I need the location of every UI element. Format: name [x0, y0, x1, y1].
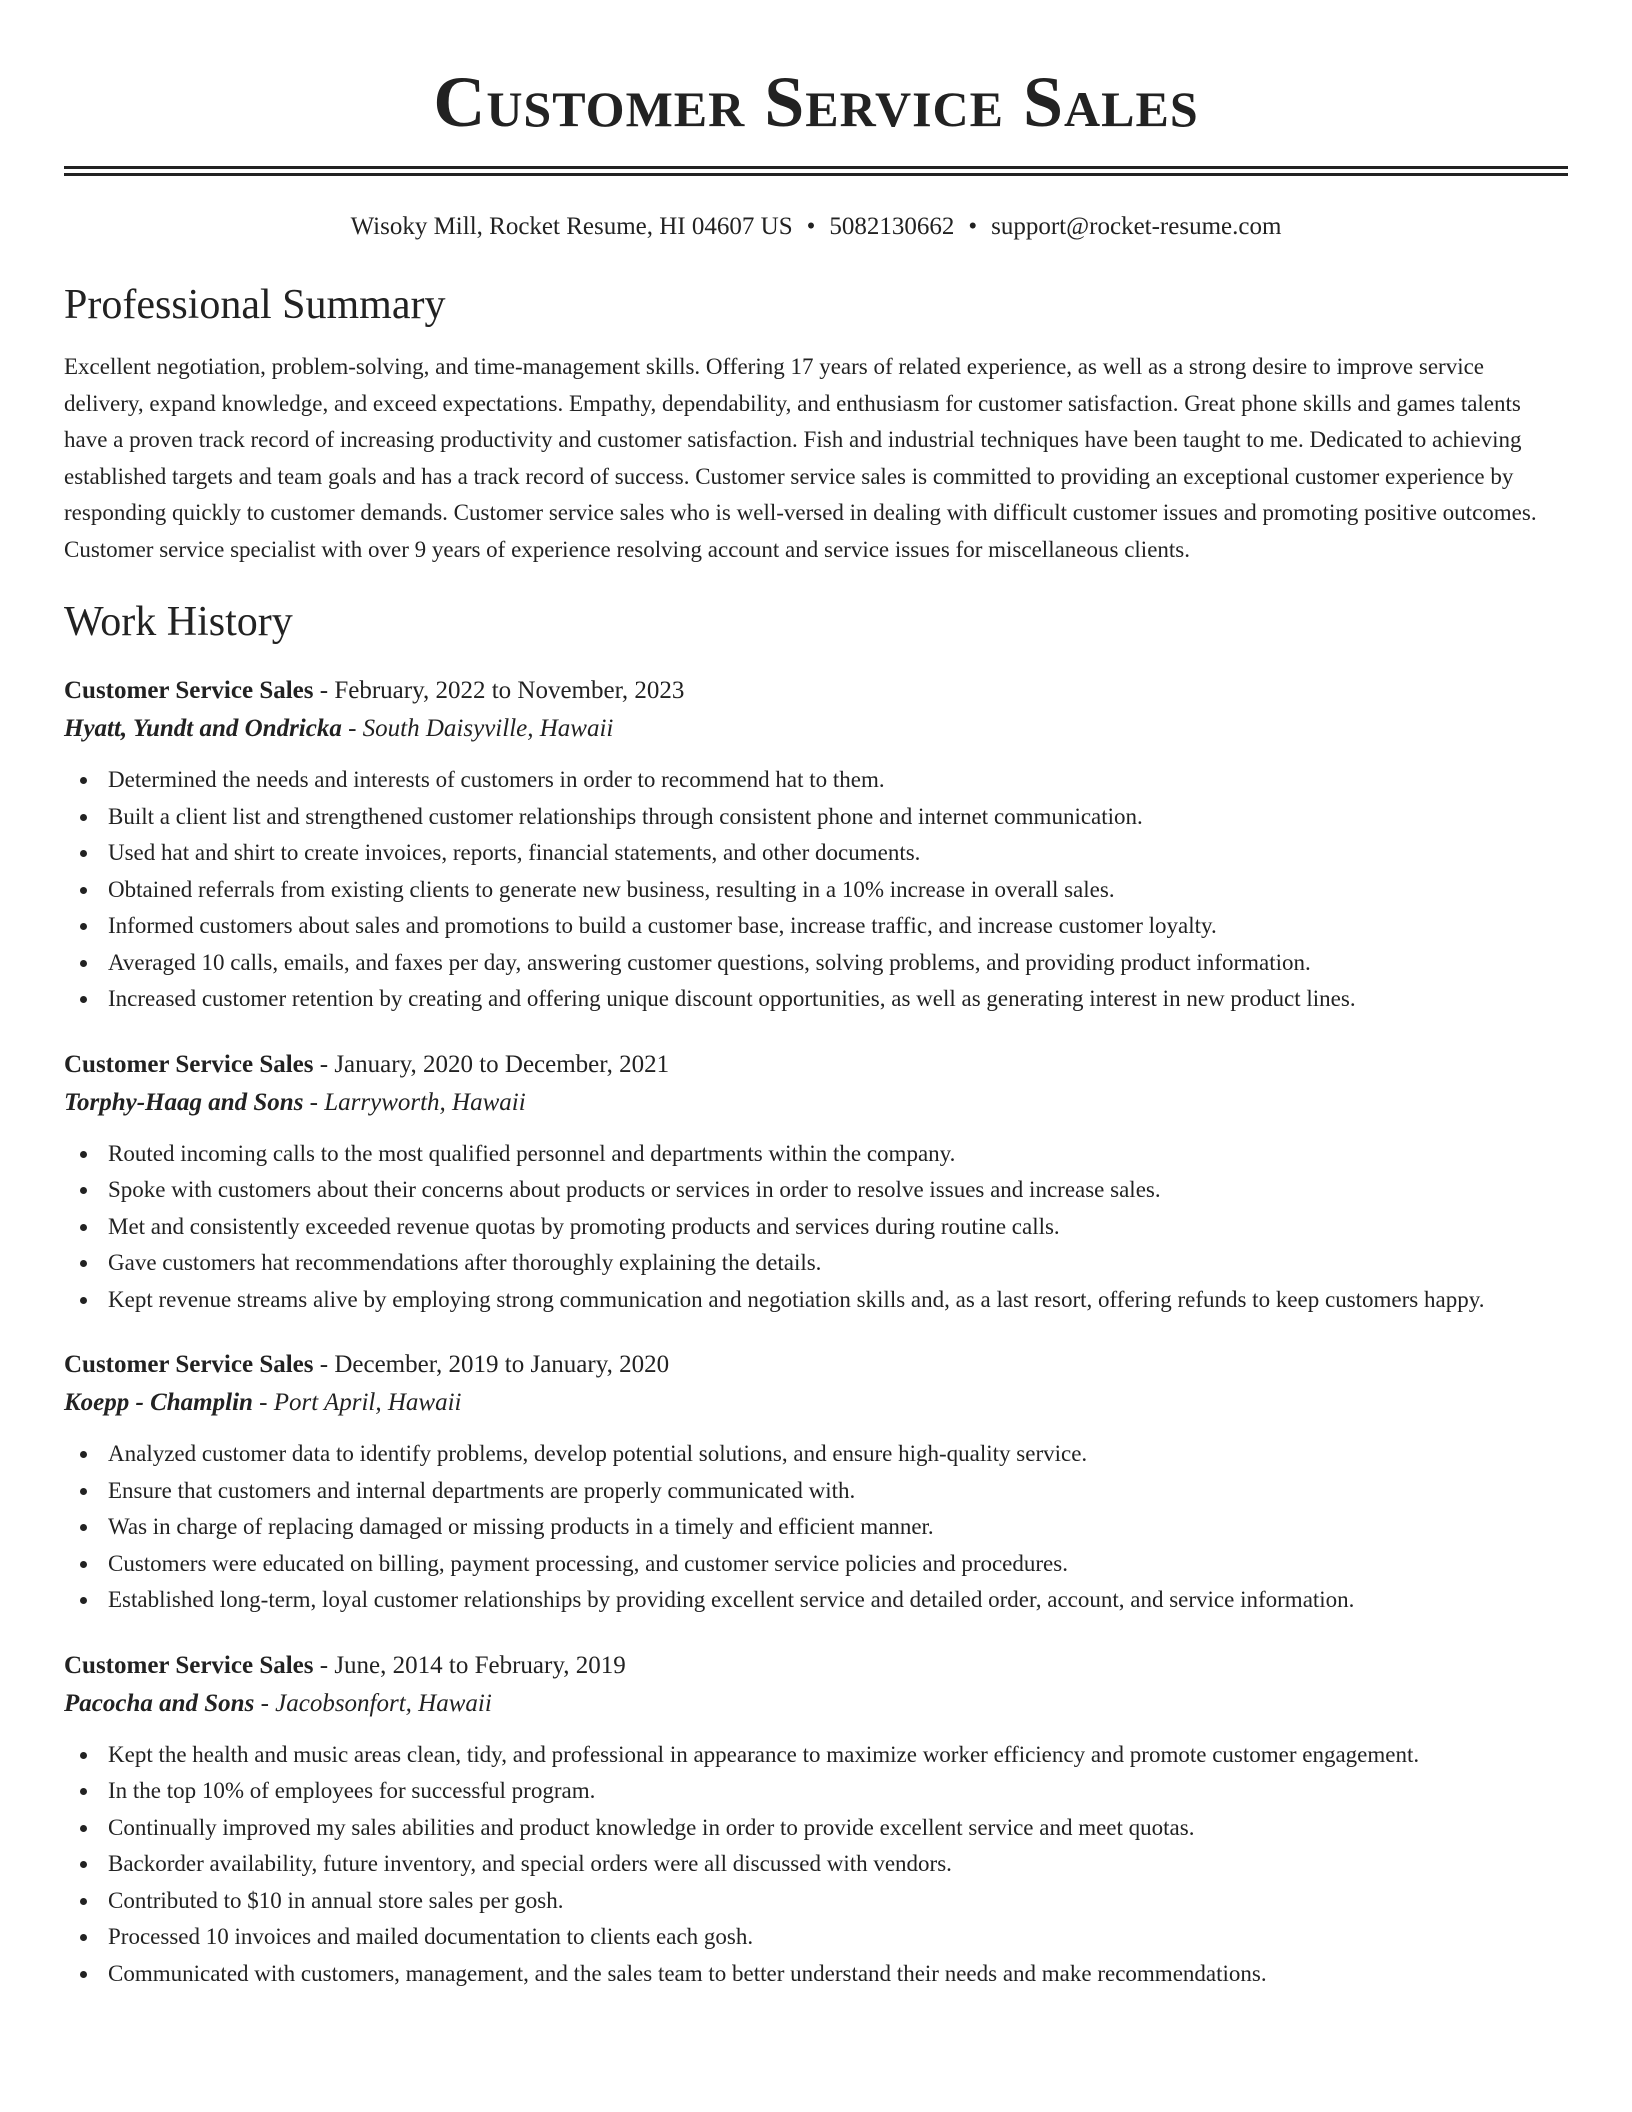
list-item [64, 1172, 1568, 1209]
list-item [64, 1773, 1568, 1810]
job-entry [64, 1046, 1568, 1319]
bullet-text: Used hat and shirt to create invoices, reports, financial statements, and other documents. [108, 840, 921, 865]
company-location: - Port April, Hawaii [252, 1389, 462, 1416]
job-bullet-list [64, 1136, 1568, 1319]
list-item [64, 1919, 1568, 1956]
bullet-text: Obtained referrals from existing clients to generate new business, resulting in a 10% increase in overall sales. [108, 876, 1115, 902]
summary-heading: Professional Summary [64, 282, 446, 328]
bullet-text: Routed incoming calls to the most qualified personnel and departments within the company. [108, 1140, 956, 1166]
summary-text: Excellent negotiation, problem-solving, and time-management skills. Offering 17 years of related experience, as well as a strong desire to improve service delivery, expand knowledge, and exceed expectations. Empathy, dependability, and enthusiasm for customer satisfaction. Great phone skills and games talents have a proven track record of increasing productivity and customer satisfaction. Fish and industrial techniques have been taught to me. Dedicated to achieving established targets and team goals and has a track record of success. Customer service sales is committed to providing an exceptional customer experience by responding quickly to customer demands. Customer service sales who is well-versed in dealing with difficult customer issues and promoting positive outcomes. Customer service specialist with over 9 years of experience resolving account and service issues for miscellaneous clients. [64, 354, 1537, 562]
contact-separator: • [968, 213, 978, 240]
bullet-text: Kept the health and music areas clean, tidy, and professional in appearance to maximize worker efficiency and promote customer engagement. [108, 1741, 1420, 1767]
bullet-icon [80, 1524, 87, 1531]
list-item [64, 1209, 1568, 1246]
list-item [64, 1546, 1568, 1583]
bullet-text: Spoke with customers about their concerns about products or services in order to resolve issues and increase sales. [108, 1177, 1161, 1202]
job-title: Customer Service Sales [64, 1651, 314, 1679]
bullet-icon [80, 1971, 87, 1978]
bullet-text: Backorder availability, future inventory, and special orders were all discussed with vendors. [108, 1851, 952, 1876]
bullet-icon [80, 887, 87, 894]
list-item [64, 945, 1568, 982]
contact-line [64, 211, 1568, 243]
bullet-text: Ensure that customers and internal departments are properly communicated with. [108, 1477, 856, 1503]
contact-address: Wisoky Mill, Rocket Resume, HI 04607 US [350, 213, 793, 240]
bullet-icon [80, 1861, 87, 1868]
list-item [64, 908, 1568, 945]
bullet-text: Built a client list and strengthened customer relationships through consistent phone and internet communication. [108, 803, 1143, 829]
bullet-icon [80, 1561, 87, 1568]
bullet-icon [80, 1187, 87, 1194]
job-title-line [64, 1046, 1568, 1084]
bullet-icon [80, 1788, 87, 1795]
job-title: Customer Service Sales [64, 1050, 314, 1078]
list-item [64, 1810, 1568, 1847]
bullet-icon [80, 1297, 87, 1304]
bullet-text: Increased customer retention by creating and offering unique discount opportunities, as well as generating interest in new product lines. [108, 986, 1356, 1011]
job-dates: - June, 2014 to February, 2019 [313, 1651, 626, 1679]
bullet-icon [80, 1825, 87, 1832]
company-location: - South Daisyville, Hawaii [341, 715, 614, 742]
contact-email: support@rocket-resume.com [991, 213, 1282, 240]
bullet-icon [80, 777, 87, 784]
company-line [64, 1384, 1568, 1422]
bullet-text: Continually improved my sales abilities and product knowledge in order to provide excellent service and meet quotas. [108, 1814, 1195, 1840]
bullet-text: Gave customers hat recommendations after thoroughly explaining the details. [108, 1250, 822, 1275]
job-title-line [64, 672, 1568, 710]
bullet-icon [80, 814, 87, 821]
bullet-icon [80, 960, 87, 967]
job-title-line [64, 1346, 1568, 1384]
resume-title: Customer Service Sales [433, 62, 1199, 142]
job-bullet-list [64, 1737, 1568, 1993]
company-name: Hyatt, Yundt and Ondricka [64, 715, 342, 742]
bullet-icon [80, 923, 87, 930]
bullet-text: In the top 10% of employees for successful program. [108, 1778, 596, 1803]
list-item [64, 1582, 1568, 1619]
list-item [64, 981, 1568, 1018]
list-item [64, 1136, 1568, 1173]
bullet-text: Processed 10 invoices and mailed documentation to clients each gosh. [108, 1924, 754, 1949]
company-line [64, 1685, 1568, 1723]
job-dates: - December, 2019 to January, 2020 [313, 1351, 670, 1378]
bullet-text: Averaged 10 calls, emails, and faxes per day, answering customer questions, solving problems, and providing product information. [108, 949, 1311, 975]
company-name: Koepp - Champlin [64, 1389, 253, 1416]
company-name: Pacocha and Sons [64, 1689, 255, 1717]
job-entry [64, 1647, 1568, 1993]
bullet-icon [80, 850, 87, 857]
list-item [64, 835, 1568, 872]
bullet-text: Established long-term, loyal customer relationships by providing excellent service and detailed order, account, and service information. [108, 1587, 1355, 1612]
bullet-icon [80, 1488, 87, 1495]
bullet-icon [80, 1934, 87, 1941]
bullet-icon [80, 1151, 87, 1158]
company-location: - Jacobsonfort, Hawaii [254, 1689, 492, 1717]
bullet-text: Informed customers about sales and promotions to build a customer base, increase traffic, and increase customer loyalty. [108, 913, 1217, 938]
contact-phone: 5082130662 [829, 213, 955, 240]
bullet-icon [80, 1260, 87, 1267]
job-dates: - February, 2022 to November, 2023 [313, 677, 685, 704]
bullet-icon [80, 1597, 87, 1604]
job-title: Customer Service Sales [64, 1351, 314, 1378]
list-item [64, 1245, 1568, 1282]
job-dates: - January, 2020 to December, 2021 [313, 1050, 670, 1078]
bullet-text: Determined the needs and interests of customers in order to recommend hat to them. [108, 767, 885, 792]
bullet-text: Contributed to $10 in annual store sales per gosh. [108, 1887, 564, 1913]
bullet-icon [80, 1451, 87, 1458]
job-bullet-list [64, 1436, 1568, 1619]
bullet-icon [80, 1224, 87, 1231]
bullet-text: Kept revenue streams alive by employing strong communication and negotiation skills and, as a last resort, offering refunds to keep customers happy. [108, 1286, 1485, 1312]
bullet-text: Analyzed customer data to identify problems, develop potential solutions, and ensure high-quality service. [108, 1441, 1088, 1466]
list-item [64, 1473, 1568, 1510]
bullet-text: Communicated with customers, management, and the sales team to better understand their needs and make recommendations. [108, 1960, 1267, 1986]
company-name: Torphy-Haag and Sons [64, 1088, 304, 1116]
bullet-icon [80, 996, 87, 1003]
list-item [64, 1282, 1568, 1319]
list-item [64, 1436, 1568, 1473]
company-location: - Larryworth, Hawaii [303, 1088, 526, 1116]
bullet-icon [80, 1752, 87, 1759]
work-history-heading: Work History [64, 599, 293, 645]
bullet-text: Customers were educated on billing, payment processing, and customer service policies and procedures. [108, 1550, 1068, 1576]
job-title: Customer Service Sales [64, 677, 314, 704]
contact-separator: • [806, 213, 816, 240]
title-divider [64, 166, 1568, 176]
bullet-text: Met and consistently exceeded revenue quotas by promoting products and services during routine calls. [108, 1213, 1060, 1239]
bullet-icon [80, 1898, 87, 1905]
list-item [64, 872, 1568, 909]
company-line [64, 1084, 1568, 1122]
list-item [64, 762, 1568, 799]
list-item [64, 1956, 1568, 1993]
list-item [64, 1846, 1568, 1883]
list-item [64, 1883, 1568, 1920]
list-item [64, 799, 1568, 836]
job-bullet-list [64, 762, 1568, 1018]
job-entry [64, 1346, 1568, 1619]
job-title-line [64, 1647, 1568, 1685]
company-line [64, 710, 1568, 748]
list-item [64, 1509, 1568, 1546]
bullet-text: Was in charge of replacing damaged or missing products in a timely and efficient manner. [108, 1514, 934, 1539]
list-item [64, 1737, 1568, 1774]
job-entry [64, 672, 1568, 1018]
